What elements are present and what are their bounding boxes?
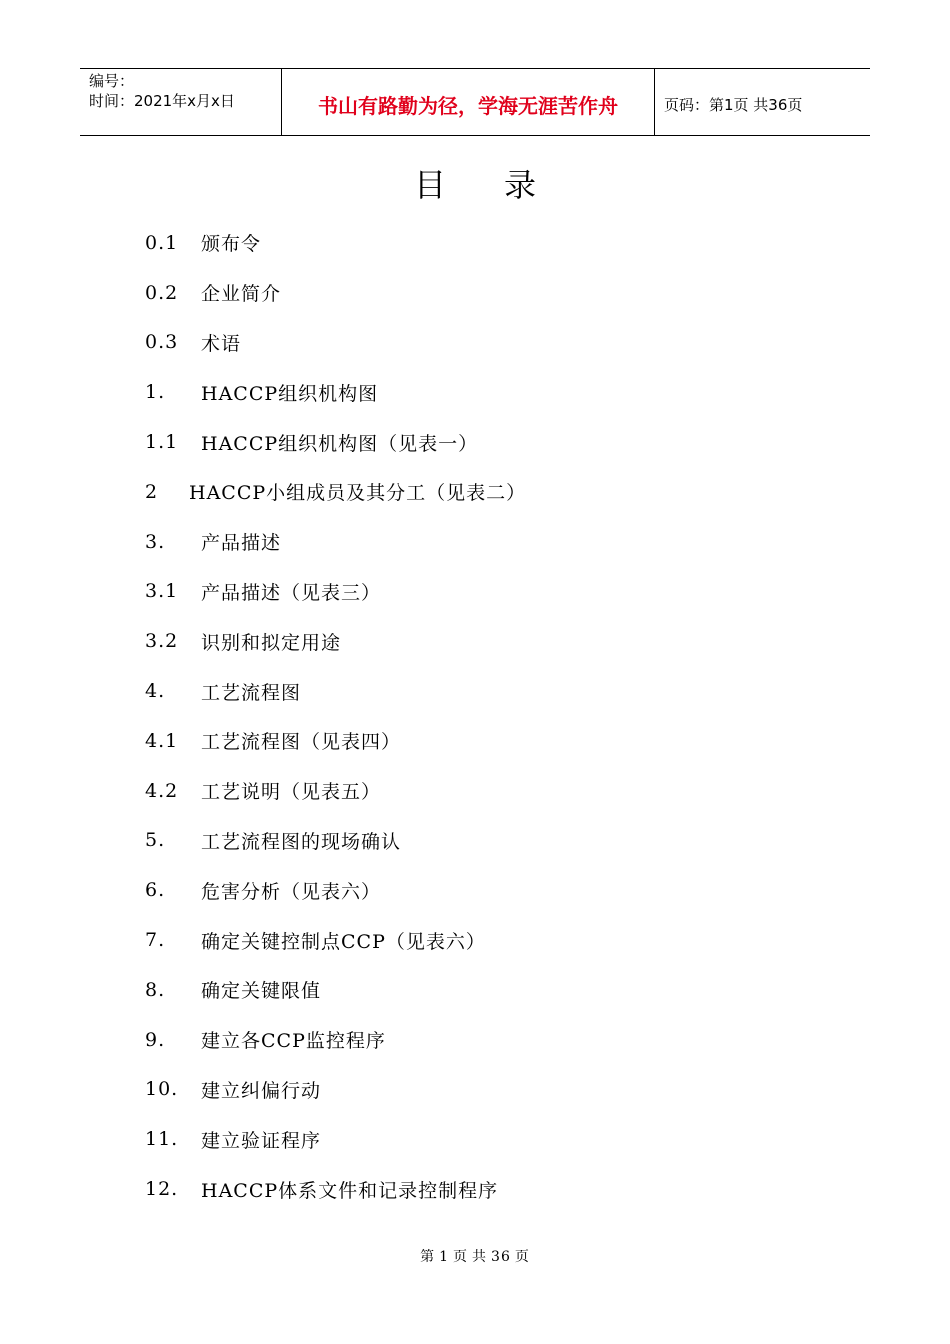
toc-item[interactable] xyxy=(145,1114,526,1164)
document-number-label: 编号： xyxy=(89,72,135,90)
toc-item[interactable] xyxy=(145,865,526,915)
toc-item-number: 3.1 xyxy=(145,580,179,603)
toc-item-label: HACCP组织机构图 xyxy=(201,382,379,405)
toc-item-number: 4.2 xyxy=(145,779,179,802)
toc-item[interactable] xyxy=(145,1164,526,1214)
toc-item-label: 识别和拟定用途 xyxy=(201,631,342,654)
toc-item[interactable] xyxy=(145,766,526,816)
toc-item[interactable] xyxy=(145,417,526,467)
footer-page-gong: 共 xyxy=(472,1249,488,1265)
toc-item[interactable] xyxy=(145,1015,526,1065)
toc-item-number: 7. xyxy=(145,929,166,952)
toc-item-number: 0.1 xyxy=(145,231,179,254)
toc-item-label: 工艺流程图的现场确认 xyxy=(201,830,402,853)
toc-item-number: 9. xyxy=(145,1028,166,1051)
toc-item-number: 11. xyxy=(145,1128,179,1151)
toc-item-label: 工艺流程图（见表四） xyxy=(201,731,402,754)
toc-item-label: 企业简介 xyxy=(201,283,282,306)
toc-item-label: 确定关键控制点CCP（见表六） xyxy=(201,930,486,953)
toc-item-number: 1. xyxy=(145,381,166,404)
toc-item[interactable] xyxy=(145,1065,526,1115)
toc-item-number: 1.1 xyxy=(145,431,179,454)
toc-item[interactable] xyxy=(145,666,526,716)
toc-item-label: 术语 xyxy=(201,332,242,355)
toc-item-label: HACCP小组成员及其分工（见表二） xyxy=(189,482,527,505)
header-meta-cell xyxy=(80,69,282,135)
footer-page-di: 第 xyxy=(420,1249,436,1265)
toc-item-label: 产品描述 xyxy=(201,532,282,555)
document-header xyxy=(80,68,870,136)
toc-item[interactable] xyxy=(145,915,526,965)
toc-item[interactable] xyxy=(145,268,526,318)
toc-item[interactable] xyxy=(145,467,526,517)
toc-item[interactable] xyxy=(145,616,526,666)
header-page-cell xyxy=(655,69,870,135)
toc-item[interactable] xyxy=(145,816,526,866)
toc-item-number: 5. xyxy=(145,829,166,852)
toc-item-label: 工艺流程图 xyxy=(201,681,302,704)
header-page-info: 页码：第1页 共36页 xyxy=(664,95,803,114)
toc-item-label: 建立验证程序 xyxy=(201,1129,322,1152)
toc-item-label: 工艺说明（见表五） xyxy=(201,781,382,804)
toc-item-number: 2 xyxy=(145,480,159,503)
toc-item-number: 8. xyxy=(145,978,166,1001)
toc-item[interactable] xyxy=(145,716,526,766)
toc-item[interactable] xyxy=(145,218,526,268)
toc-item-label: 确定关键限值 xyxy=(201,980,322,1003)
toc-item-number: 3. xyxy=(145,530,166,553)
toc-item-label: 建立各CCP监控程序 xyxy=(201,1030,386,1053)
toc-title: 目录 xyxy=(413,166,594,204)
toc-item-number: 6. xyxy=(145,879,166,902)
footer-page-ye: 页 xyxy=(453,1249,469,1265)
toc-item[interactable] xyxy=(145,517,526,567)
toc-item[interactable] xyxy=(145,318,526,368)
header-motto-cell xyxy=(282,69,655,135)
footer-page-ye2: 页 xyxy=(514,1249,530,1265)
toc-item-number: 4.1 xyxy=(145,729,179,752)
header-motto: 书山有路勤为径，学海无涯苦作舟 xyxy=(318,93,618,118)
toc-item-number: 3.2 xyxy=(145,630,179,653)
toc-item-label: 危害分析（见表六） xyxy=(201,880,382,903)
toc-item-label: 建立纠偏行动 xyxy=(201,1079,322,1102)
toc-item-number: 12. xyxy=(145,1178,179,1201)
footer-page-current: 1 xyxy=(439,1249,450,1265)
table-of-contents xyxy=(145,218,526,1214)
toc-item[interactable] xyxy=(145,367,526,417)
toc-item-number: 0.2 xyxy=(145,281,179,304)
page-footer xyxy=(0,1246,950,1266)
toc-item-label: 产品描述（见表三） xyxy=(201,581,382,604)
toc-item-label: HACCP体系文件和记录控制程序 xyxy=(201,1179,499,1202)
toc-item[interactable] xyxy=(145,965,526,1015)
toc-item-label: 颁布令 xyxy=(201,233,262,256)
toc-item[interactable] xyxy=(145,567,526,617)
footer-page-total: 36 xyxy=(491,1249,511,1265)
toc-item-number: 4. xyxy=(145,680,166,703)
document-date-label: 时间：2021年x月x日 xyxy=(89,92,235,110)
toc-item-label: HACCP组织机构图（见表一） xyxy=(201,432,479,455)
toc-item-number: 0.3 xyxy=(145,331,179,354)
toc-item-number: 10. xyxy=(145,1078,179,1101)
